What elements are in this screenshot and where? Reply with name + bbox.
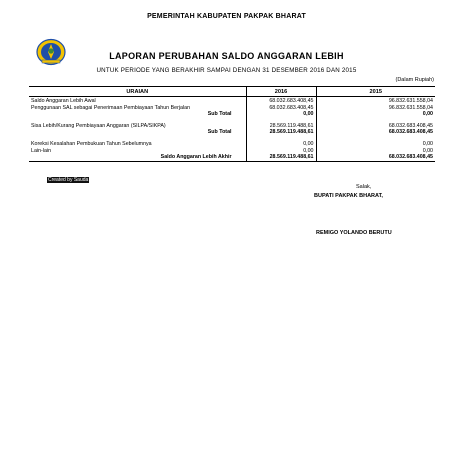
table-header-row: [29, 87, 435, 97]
created-by-tag: Created by Sauda: [48, 177, 89, 183]
row-value-2015: 68.032.683.408,45: [316, 129, 435, 136]
row-value-2015: 0,00: [316, 148, 435, 155]
column-header-uraian: URAIAN: [29, 87, 246, 97]
signatory-name: REMIGO YOLANDO BERUTU: [316, 230, 392, 236]
table-row: [29, 105, 435, 112]
currency-unit: (Dalam Rupiah): [395, 77, 434, 83]
row-value-2016: 0,00: [246, 141, 316, 148]
report-period: UNTUK PERIODE YANG BERAKHIR SAMPAI DENGAN 31 DESEMBER 2016 DAN 2015: [96, 67, 357, 74]
row-label: Sisa Lebih/Kurang Pembiayaan Anggaran (SILPA/SIKPA): [31, 122, 166, 129]
row-value-2015: 0,00: [316, 141, 435, 148]
row-label: Saldo Anggaran Lebih Awal: [31, 98, 96, 104]
row-label: Penggunaan SAL sebagai Penerimaan Pembiayaan Tahun Berjalan: [31, 104, 191, 111]
sal-change-table: [29, 86, 435, 162]
signature-place: Salak,: [356, 184, 372, 190]
signatory-role: BUPATI PAKPAK BHARAT,: [314, 193, 383, 199]
row-value-2015: 96.832.631.558,04: [316, 105, 435, 112]
row-value-2016: 68.032.683.408,45: [246, 97, 316, 105]
table-row: [29, 97, 435, 105]
table-row: [29, 123, 435, 130]
row-value-2015: 96.832.631.558,04: [316, 97, 435, 105]
row-value-2016: 28.569.119.488,61: [246, 129, 316, 136]
table-row: [29, 148, 435, 155]
table-row: [29, 141, 435, 148]
table-row: [29, 129, 435, 136]
row-label: Sub Total: [207, 111, 232, 118]
table-row: [29, 111, 435, 118]
row-value-2016: 28.569.119.488,61: [246, 154, 316, 161]
row-label: Sub Total: [207, 129, 232, 136]
row-label: Saldo Anggaran Lebih Akhir: [29, 154, 246, 161]
row-value-2016: 0,00: [246, 148, 316, 155]
row-value-2016: 68.032.683.408,45: [246, 105, 316, 112]
row-value-2016: 28.569.119.488,61: [246, 123, 316, 130]
table-row: [29, 154, 435, 161]
row-label: Koreksi Kesalahan Pembukuan Tahun Sebelumnya: [31, 140, 152, 147]
row-label: Lain-lain: [31, 147, 52, 154]
row-value-2016: 0,00: [246, 111, 316, 118]
government-name: PEMERINTAH KABUPATEN PAKPAK BHARAT: [147, 13, 306, 20]
column-header-2015: 2015: [316, 87, 435, 97]
row-value-2015: 68.032.683.408,45: [316, 123, 435, 130]
row-value-2015: 68.032.683.408,45: [316, 154, 435, 161]
row-value-2015: 0,00: [316, 111, 435, 118]
report-title: LAPORAN PERUBAHAN SALDO ANGGARAN LEBIH: [109, 51, 344, 61]
column-header-2016: 2016: [246, 87, 316, 97]
